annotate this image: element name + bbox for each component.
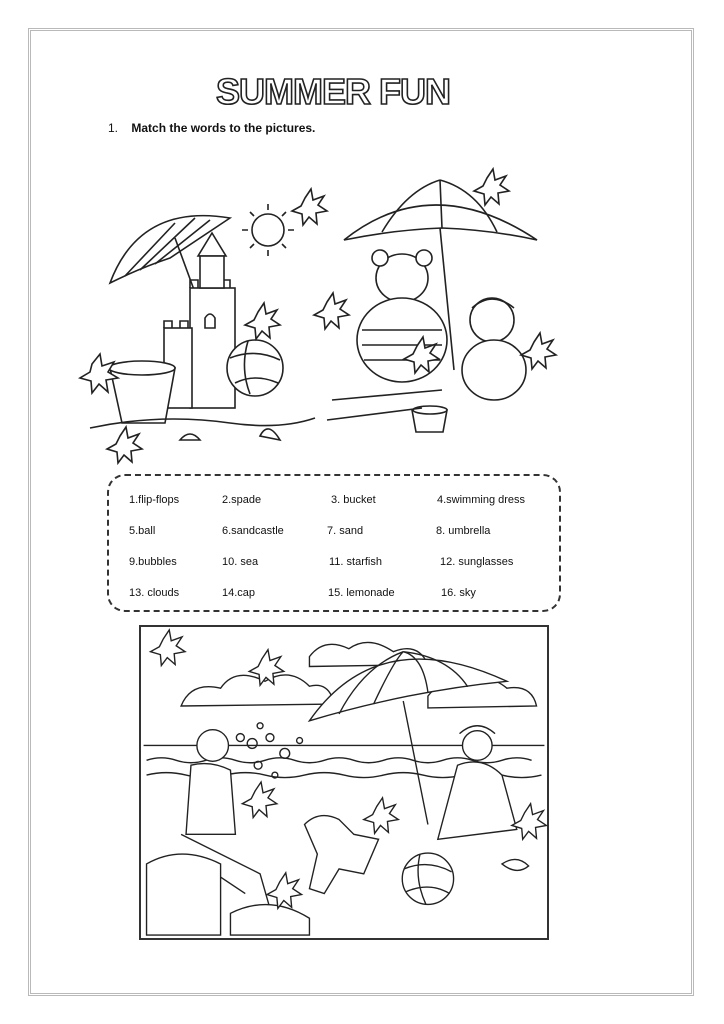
bear-icon xyxy=(357,250,447,382)
exercise-text: Match the words to the pictures. xyxy=(131,121,316,135)
word-item: 8. umbrella xyxy=(436,525,491,537)
bubbles-icon xyxy=(236,723,302,778)
word-item: 7. sand xyxy=(327,525,364,537)
bucket-icon xyxy=(109,361,175,423)
word-item: 13. clouds xyxy=(129,587,180,599)
small-bear-icon xyxy=(462,298,526,400)
beach-ball-icon xyxy=(402,853,453,904)
word-item: 15. lemonade xyxy=(328,587,395,599)
word-item: 5.ball xyxy=(129,525,156,537)
dog-icon xyxy=(305,816,379,894)
word-item: 12. sunglasses xyxy=(440,556,514,568)
beach-scene-picture xyxy=(139,625,549,940)
page-title xyxy=(216,62,450,118)
beach-ball-icon xyxy=(227,340,283,396)
title-text: SUMMER FUN xyxy=(216,71,450,112)
sandcastle-icon xyxy=(164,233,235,408)
sandcastle-picture xyxy=(80,178,320,458)
word-item: 6.sandcastle xyxy=(222,525,284,537)
word-item: 11. starfish xyxy=(329,556,382,568)
exercise-instruction xyxy=(108,121,315,135)
word-item: 3. bucket xyxy=(331,494,376,506)
word-item: 16. sky xyxy=(441,587,476,599)
word-item: 1.flip-flops xyxy=(129,494,180,506)
bucket-icon xyxy=(412,406,447,432)
word-item: 9.bubbles xyxy=(129,556,177,568)
bears-picture xyxy=(322,170,562,440)
sun-icon xyxy=(242,204,294,256)
shell-icon xyxy=(502,859,529,870)
exercise-number: 1. xyxy=(108,121,119,135)
word-list-box xyxy=(107,474,561,612)
word-item: 4.swimming dress xyxy=(437,494,526,506)
word-item: 2.spade xyxy=(222,494,262,506)
word-item: 10. sea xyxy=(222,556,259,568)
word-item: 14.cap xyxy=(222,587,256,599)
girl-icon xyxy=(438,726,517,840)
